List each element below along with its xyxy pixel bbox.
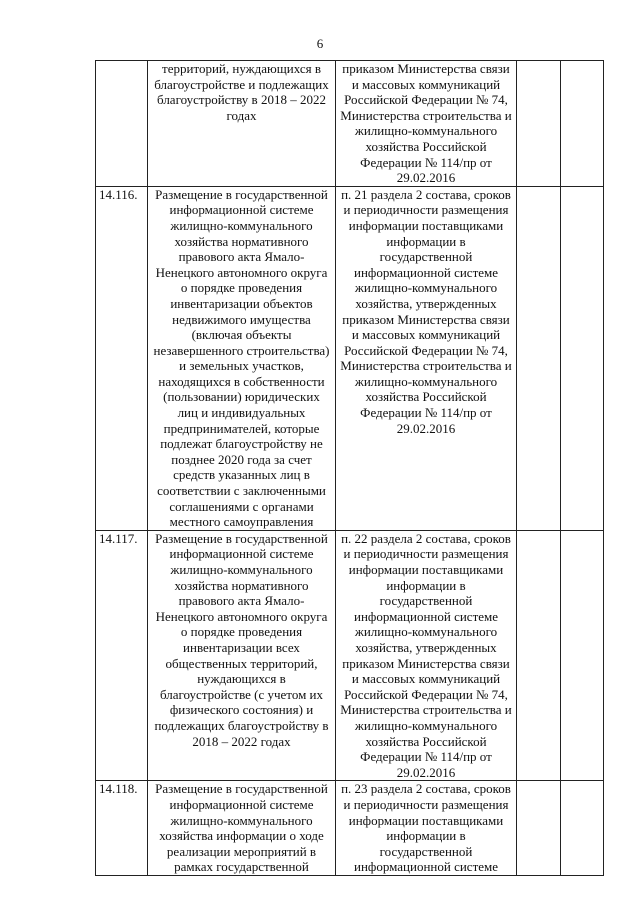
table-row	[96, 530, 604, 781]
row-empty-cell	[517, 781, 561, 876]
row-number: 14.116.	[96, 186, 148, 530]
row-legal-basis: п. 22 раздела 2 состава, сроков и периодичности размещения информации поставщиками информации в государственной информационной системе жилищно-коммунального хозяйства, утвержденных приказом Министерства связи и массовых коммуникаций Российской Федерации № 74, Министерства строительства и жилищно-коммунального хозяйства Российской Федерации № 114/пр от 29.02.2016	[336, 530, 517, 781]
row-legal-basis: приказом Министерства связи и массовых коммуникаций Российской Федерации № 74, Министерства строительства и жилищно-коммунального хозяйства Российской Федерации № 114/пр от 29.02.2016	[336, 61, 517, 187]
row-description: Размещение в государственной информационной системе жилищно-коммунального хозяйства информации о ходе реализации мероприятий в рамках государственной	[148, 781, 336, 876]
row-empty-cell	[517, 186, 561, 530]
row-empty-cell	[561, 61, 604, 187]
row-empty-cell	[517, 61, 561, 187]
table-row	[96, 781, 604, 876]
row-empty-cell	[561, 186, 604, 530]
row-number: 14.117.	[96, 530, 148, 781]
row-empty-cell	[517, 530, 561, 781]
row-number	[96, 61, 148, 187]
row-description: Размещение в государственной информационной системе жилищно-коммунального хозяйства нормативного правового акта Ямало-Ненецкого автономного округа о порядке проведения инвентаризации всех общественных территорий, нуждающихся в благоустройстве (с учетом их физического состояния) и подлежащих благоустройству в 2018 – 2022 годах	[148, 530, 336, 781]
page-number: 6	[316, 36, 324, 51]
row-description: территорий, нуждающихся в благоустройстве и подлежащих благоустройству в 2018 – 2022 годах	[148, 61, 336, 187]
row-empty-cell	[561, 781, 604, 876]
table-row	[96, 61, 604, 187]
row-empty-cell	[561, 530, 604, 781]
row-number: 14.118.	[96, 781, 148, 876]
table-row	[96, 186, 604, 530]
row-description: Размещение в государственной информационной системе жилищно-коммунального хозяйства нормативного правового акта Ямало-Ненецкого автономного округа о порядке проведения инвентаризации объектов недвижимого имущества (включая объекты незавершенного строительства) и земельных участков, находящихся в собственности (пользовании) юридических лиц и индивидуальных предпринимателей, которые подлежат благоустройству не позднее 2020 года за счет средств указанных лиц в соответствии с заключенными соглашениями с органами местного самоуправления	[148, 186, 336, 530]
document-table	[95, 60, 604, 876]
row-legal-basis: п. 21 раздела 2 состава, сроков и периодичности размещения информации поставщиками информации в государственной информационной системе жилищно-коммунального хозяйства, утвержденных приказом Министерства связи и массовых коммуникаций Российской Федерации № 74, Министерства строительства и жилищно-коммунального хозяйства Российской Федерации № 114/пр от 29.02.2016	[336, 186, 517, 530]
row-legal-basis: п. 23 раздела 2 состава, сроков и периодичности размещения информации поставщиками информации в государственной информационной системе	[336, 781, 517, 876]
